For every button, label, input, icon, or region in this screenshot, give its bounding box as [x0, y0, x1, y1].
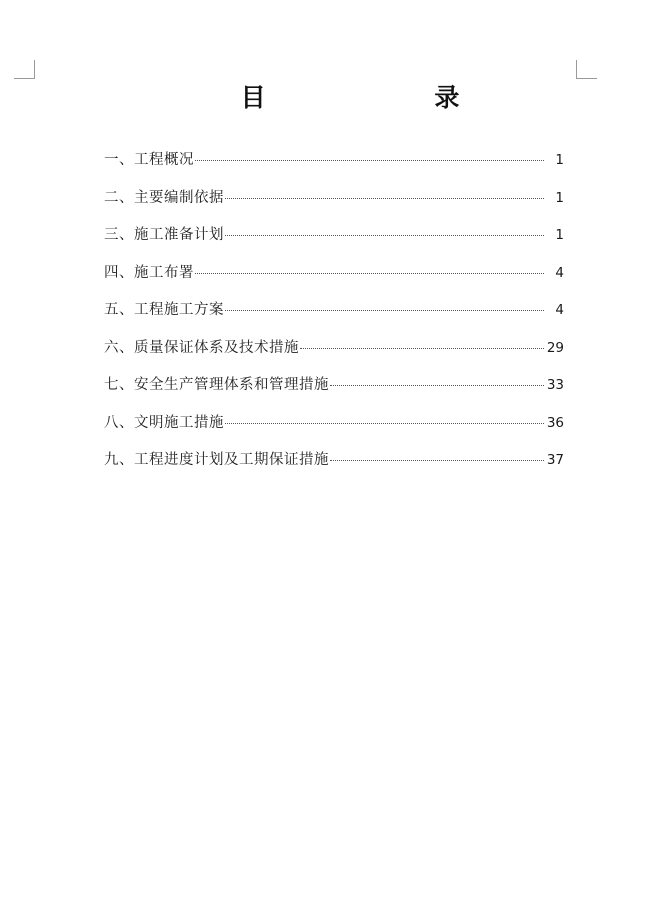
toc-dot-leader	[225, 423, 544, 424]
toc-entry-5[interactable]	[104, 298, 564, 336]
toc-dot-leader	[225, 198, 544, 199]
toc-entry-page: 1	[555, 189, 564, 206]
toc-entry-label: 一、工程概况	[104, 152, 194, 168]
toc-entry-label: 八、文明施工措施	[104, 414, 224, 431]
toc-entry-page: 4	[555, 302, 564, 318]
toc-entry-label: 四、施工布署	[104, 264, 194, 281]
toc-title: 目 录	[240, 83, 540, 112]
toc-entry-label: 七、安全生产管理体系和管理措施	[104, 377, 329, 393]
toc-dot-leader	[225, 235, 544, 236]
top-left-margin-mark	[14, 60, 35, 79]
toc-entry-3[interactable]	[104, 223, 564, 261]
toc-dot-leader	[330, 385, 544, 386]
toc-entry-6[interactable]	[104, 336, 564, 374]
toc-dot-leader	[195, 160, 544, 161]
toc-entry-9[interactable]	[104, 448, 564, 486]
toc-entry-label: 九、工程进度计划及工期保证措施	[104, 452, 329, 468]
toc-entry-page: 36	[546, 414, 564, 431]
table-of-contents	[104, 148, 564, 486]
toc-entry-label: 二、主要编制依据	[104, 189, 224, 206]
toc-dot-leader	[300, 348, 544, 349]
toc-entry-label: 三、施工准备计划	[104, 227, 224, 243]
toc-entry-1[interactable]	[104, 148, 564, 186]
toc-entry-page: 29	[546, 339, 564, 356]
toc-dot-leader	[195, 273, 544, 274]
toc-entry-4[interactable]	[104, 261, 564, 299]
toc-entry-label: 五、工程施工方案	[104, 302, 224, 318]
toc-entry-label: 六、质量保证体系及技术措施	[104, 339, 299, 356]
toc-entry-7[interactable]	[104, 373, 564, 411]
toc-entry-page: 1	[555, 227, 564, 243]
toc-dot-leader	[225, 310, 544, 311]
toc-entry-page: 37	[546, 452, 564, 468]
toc-entry-page: 4	[555, 264, 564, 281]
toc-entry-page: 1	[555, 152, 564, 168]
toc-entry-2[interactable]	[104, 186, 564, 224]
toc-entry-8[interactable]	[104, 411, 564, 449]
top-right-margin-mark	[576, 60, 597, 79]
toc-entry-page: 33	[546, 377, 564, 393]
toc-dot-leader	[330, 460, 544, 461]
